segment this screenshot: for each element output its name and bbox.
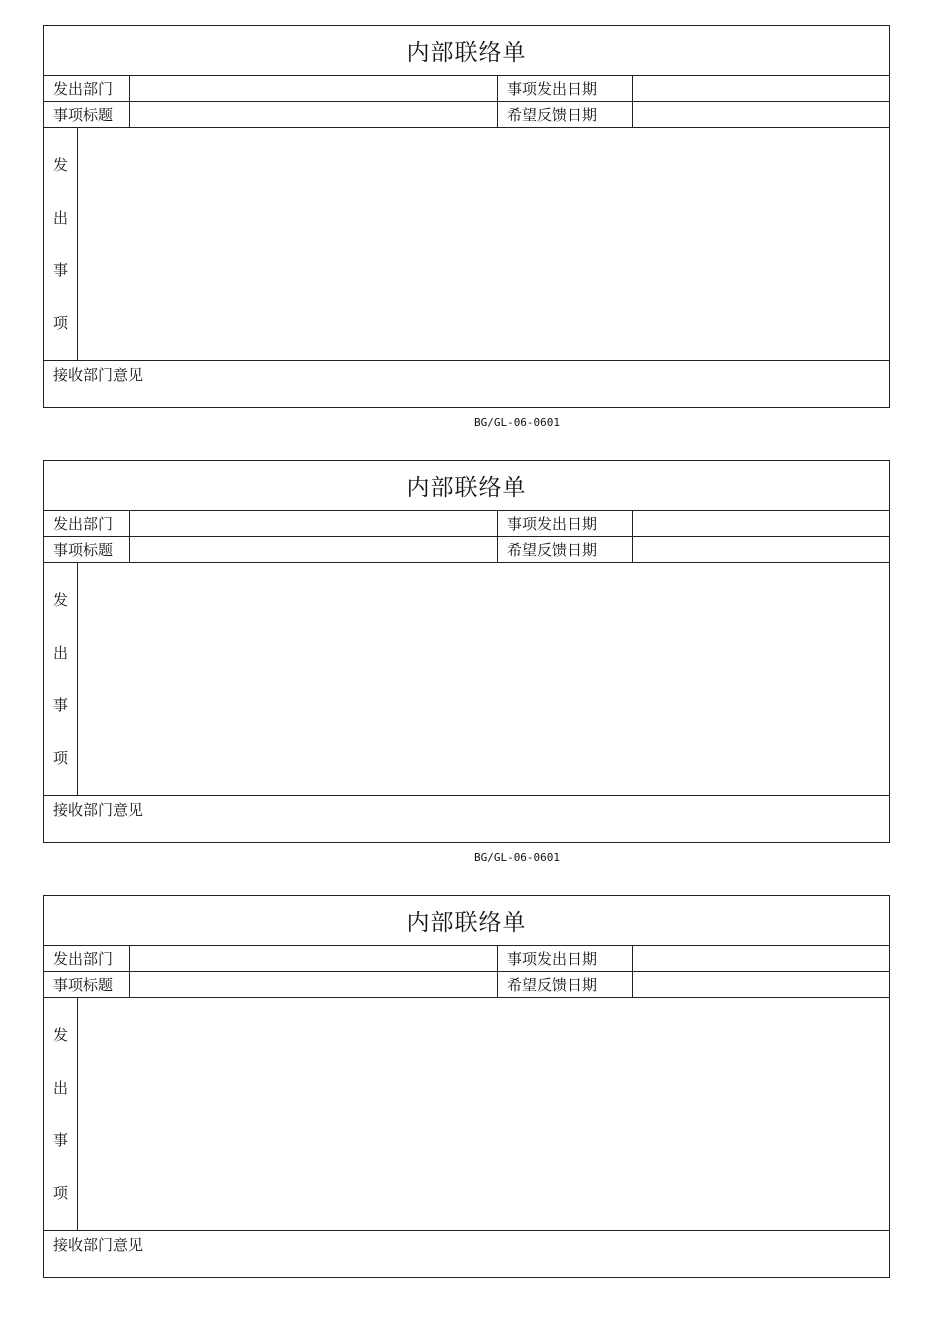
subject-row <box>44 537 889 563</box>
reply-label: 接收部门意见 <box>53 366 144 384</box>
sender-dept-label: 发出部门 <box>44 76 130 101</box>
issue-date-label: 事项发出日期 <box>498 76 633 101</box>
form-title: 内部联络单 <box>44 896 889 946</box>
content-label-char: 项 <box>52 313 68 332</box>
issue-date-label: 事项发出日期 <box>498 511 633 536</box>
sender-dept-label: 发出部门 <box>44 946 130 971</box>
issue-date-field[interactable] <box>633 511 889 536</box>
reply-label: 接收部门意见 <box>53 801 144 819</box>
subject-row <box>44 972 889 998</box>
feedback-date-field[interactable] <box>633 537 889 562</box>
content-field[interactable] <box>78 998 889 1230</box>
content-section <box>44 128 889 361</box>
sender-dept-field[interactable] <box>130 511 498 536</box>
issue-date-label: 事项发出日期 <box>498 946 633 971</box>
form-code: BG/GL-06-0601 <box>473 416 561 429</box>
feedback-date-field[interactable] <box>633 102 889 127</box>
subject-field[interactable] <box>130 102 498 127</box>
content-label <box>44 998 78 1230</box>
contact-form-1 <box>43 25 890 408</box>
content-label <box>44 128 78 360</box>
contact-form-3 <box>43 895 890 1278</box>
feedback-date-label: 希望反馈日期 <box>498 537 633 562</box>
content-label-char: 事 <box>52 261 68 279</box>
sender-row <box>44 76 889 102</box>
content-label <box>44 563 78 795</box>
issue-date-field[interactable] <box>633 76 889 101</box>
feedback-date-field[interactable] <box>633 972 889 997</box>
contact-form-2 <box>43 460 890 843</box>
subject-field[interactable] <box>130 537 498 562</box>
content-label-char: 项 <box>52 1183 68 1202</box>
content-label-char: 出 <box>52 643 68 662</box>
content-label-char: 事 <box>52 1131 68 1149</box>
content-label-char: 发 <box>52 1026 68 1044</box>
subject-row <box>44 102 889 128</box>
sender-row <box>44 511 889 537</box>
sender-row <box>44 946 889 972</box>
subject-label: 事项标题 <box>44 972 130 997</box>
content-label-char: 发 <box>52 156 68 174</box>
issue-date-field[interactable] <box>633 946 889 971</box>
feedback-date-label: 希望反馈日期 <box>498 102 633 127</box>
reply-section[interactable] <box>44 1231 889 1277</box>
content-label-char: 出 <box>52 1078 68 1097</box>
content-label-char: 出 <box>52 208 68 227</box>
content-field[interactable] <box>78 563 889 795</box>
sender-dept-label: 发出部门 <box>44 511 130 536</box>
reply-section[interactable] <box>44 361 889 407</box>
content-label-char: 发 <box>52 591 68 609</box>
reply-label: 接收部门意见 <box>53 1236 144 1254</box>
feedback-date-label: 希望反馈日期 <box>498 972 633 997</box>
sender-dept-field[interactable] <box>130 946 498 971</box>
form-title: 内部联络单 <box>44 461 889 511</box>
subject-label: 事项标题 <box>44 537 130 562</box>
form-title: 内部联络单 <box>44 26 889 76</box>
form-code: BG/GL-06-0601 <box>473 851 561 864</box>
sender-dept-field[interactable] <box>130 76 498 101</box>
content-section <box>44 998 889 1231</box>
subject-label: 事项标题 <box>44 102 130 127</box>
reply-section[interactable] <box>44 796 889 842</box>
content-label-char: 项 <box>52 748 68 767</box>
subject-field[interactable] <box>130 972 498 997</box>
content-label-char: 事 <box>52 696 68 714</box>
content-section <box>44 563 889 796</box>
content-field[interactable] <box>78 128 889 360</box>
